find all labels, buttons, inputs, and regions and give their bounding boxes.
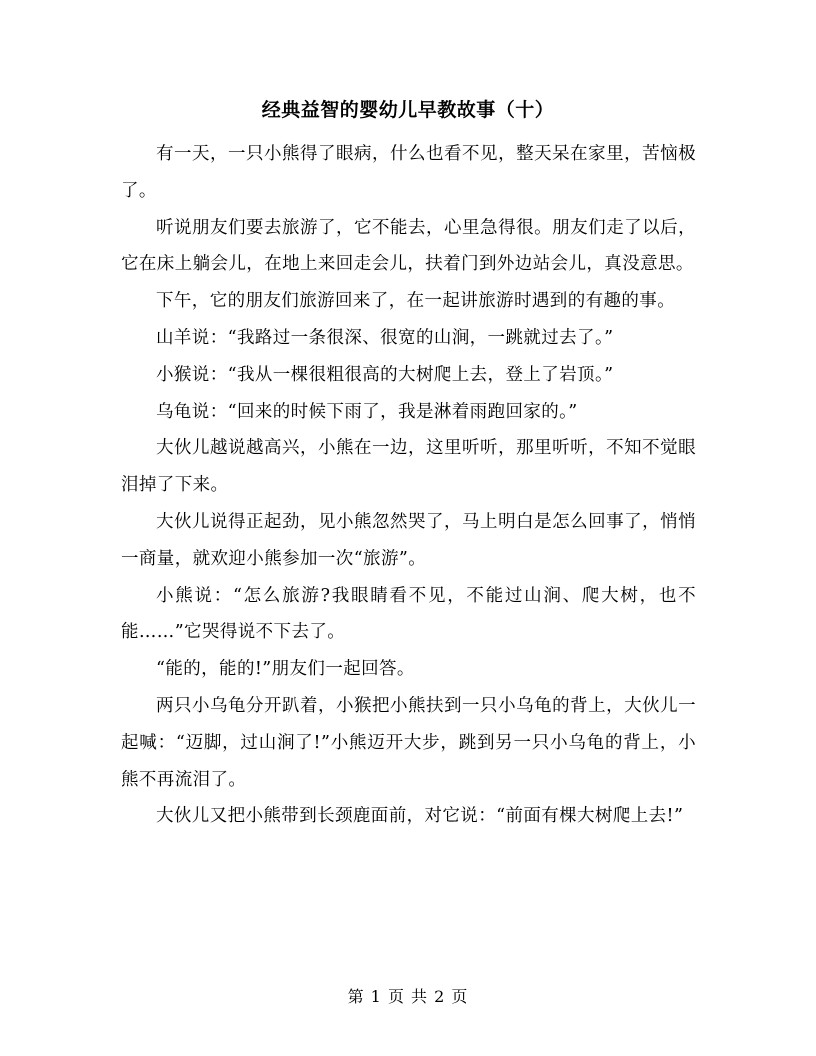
paragraph: 下午，它的朋友们旅游回来了，在一起讲旅游时遇到的有趣的事。	[156, 291, 676, 312]
paragraph: “能的，能的!”朋友们一起回答。	[156, 659, 415, 680]
paragraph: 大伙儿越说越高兴，小熊在一边，这里听听，那里听听，不知不觉眼泪掉了下来。	[121, 438, 696, 496]
paragraph: 乌龟说：“回来的时候下雨了，我是淋着雨跑回家的。”	[156, 401, 578, 422]
paragraph: 有一天，一只小熊得了眼病，什么也看不见，整天呆在家里，苦恼极了。	[121, 144, 696, 201]
document-body	[121, 136, 696, 835]
page-footer	[0, 986, 816, 1008]
paragraph: 小猴说：“我从一棵很粗很高的大树爬上去，登上了岩顶。”	[156, 364, 614, 385]
paragraph: 大伙儿又把小熊带到长颈鹿面前，对它说：“前面有棵大树爬上去!”	[156, 806, 684, 827]
document-title: 经典益智的婴幼儿早教故事（十）	[261, 99, 555, 121]
paragraph: 小熊说：“怎么旅游?我眼睛看不见，不能过山涧、爬大树，也不能……”它哭得说不下去了。	[121, 585, 696, 643]
paragraph: 两只小乌龟分开趴着，小猴把小熊扶到一只小乌龟的背上，大伙儿一起喊：“迈脚，过山涧了!”小熊迈开大步，跳到另一只小乌龟的背上，小熊不再流泪了。	[121, 695, 696, 790]
paragraph: 听说朋友们要去旅游了，它不能去，心里急得很。朋友们走了以后，它在床上躺会儿，在地上来回走会儿，扶着门到外边站会儿，真没意思。	[121, 217, 696, 275]
paragraph: 山羊说：“我路过一条很深、很宽的山涧，一跳就过去了。”	[156, 327, 614, 348]
paragraph: 大伙儿说得正起劲，见小熊忽然哭了，马上明白是怎么回事了，悄悄一商量，就欢迎小熊参加一次“旅游”。	[121, 511, 696, 569]
page-number-label: 第 1 页 共 2 页	[347, 987, 469, 1006]
